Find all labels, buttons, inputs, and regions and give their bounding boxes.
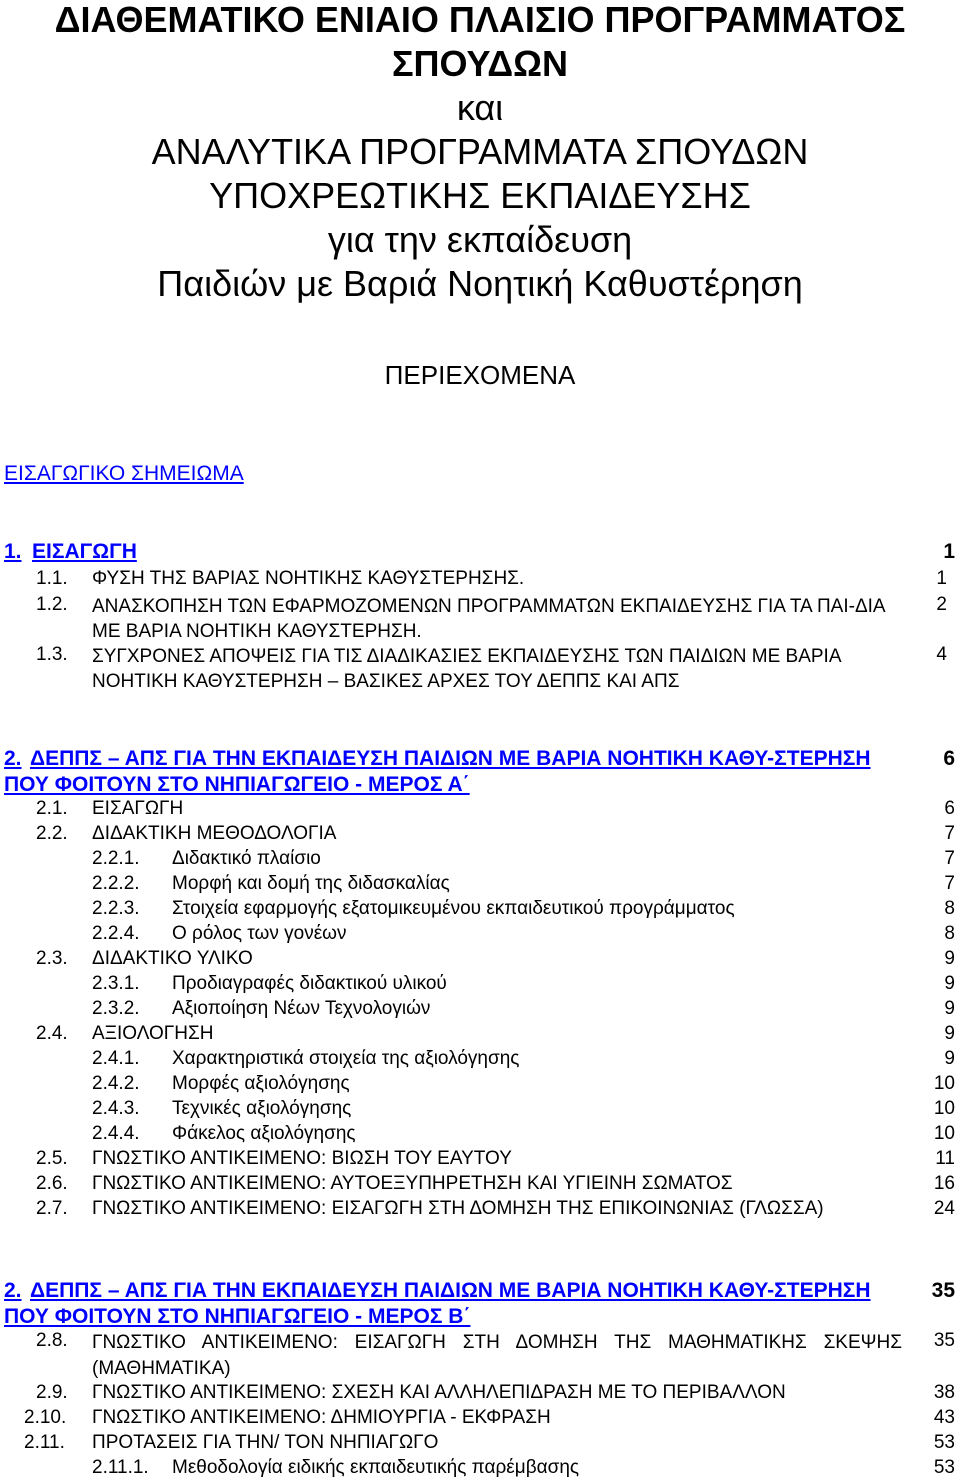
toc-row-number: 1.1. <box>36 568 68 589</box>
toc-row-label: ΦΥΣΗ ΤΗΣ ΒΑΡΙΑΣ ΝΟΗΤΙΚΗΣ ΚΑΘΥΣΤΕΡΗΣΗΣ. <box>92 568 525 589</box>
toc-row-label: ΓΝΩΣΤΙΚΟ ΑΝΤΙΚΕΙΜΕΝΟ: ΑΥΤΟΕΞΥΠΗΡΕΤΗΣΗ ΚΑΙ ΥΓΙΕΙΝΗ ΣΩΜΑΤΟΣ <box>92 1173 733 1194</box>
toc-row-number: 2.2.1. <box>92 848 140 869</box>
toc-row-page: 1 <box>936 568 947 589</box>
toc-row-number: 2.2.4. <box>92 923 140 944</box>
toc-row-page: 7 <box>944 873 955 894</box>
toc-row-page: 35 <box>933 1330 955 1351</box>
toc-row-page: 10 <box>933 1123 955 1144</box>
toc-row-label: Μεθοδολογία ειδικής εκπαιδευτικής παρέμβασης <box>172 1457 580 1478</box>
title-line-4: ΑΝΑΛΥΤΙΚΑ ΠΡΟΓΡΑΜΜΑΤΑ ΣΠΟΥΔΩΝ <box>151 131 809 172</box>
toc-row-label: ΕΙΣΑΓΩΓΗ <box>92 798 184 819</box>
title-line-2: ΣΠΟΥΔΩΝ <box>391 43 569 84</box>
toc-row-number: 2.11.1. <box>92 1457 149 1478</box>
toc-chapter-2a-number[interactable]: 2. <box>4 747 22 770</box>
toc-row-page: 9 <box>944 1048 955 1069</box>
toc-row-page: 16 <box>933 1173 955 1194</box>
toc-chapter-1-number[interactable]: 1. <box>4 540 22 563</box>
toc-row-label: ΓΝΩΣΤΙΚΟ ΑΝΤΙΚΕΙΜΕΝΟ: ΣΧΕΣΗ ΚΑΙ ΑΛΛΗΛΕΠΙΔΡΑΣΗ ΜΕ ΤΟ ΠΕΡΙΒΑΛΛΟΝ <box>92 1382 786 1403</box>
toc-row-page: 24 <box>933 1198 955 1219</box>
title-line-6: για την εκπαίδευση <box>327 219 633 260</box>
toc-row-label: ΓΝΩΣΤΙΚΟ ΑΝΤΙΚΕΙΜΕΝΟ: ΕΙΣΑΓΩΓΗ ΣΤΗ ΔΟΜΗΣΗ ΤΗΣ ΕΠΙΚΟΙΝΩΝΙΑΣ (ΓΛΩΣΣΑ) <box>92 1198 824 1219</box>
toc-row-number: 2.11. <box>24 1432 65 1453</box>
toc-row-page: 9 <box>944 973 955 994</box>
title-line-7: Παιδιών με Βαριά Νοητική Καθυστέρηση <box>157 263 803 304</box>
toc-row-label: Διδακτικό πλαίσιο <box>172 848 321 869</box>
toc-row-label: ΓΝΩΣΤΙΚΟ ΑΝΤΙΚΕΙΜΕΝΟ: ΕΙΣΑΓΩΓΗ ΣΤΗ ΔΟΜΗΣΗ ΤΗΣ ΜΑΘΗΜΑΤΙΚΗΣ ΣΚΕΨΗΣ (ΜΑΘΗΜΑΤΙΚΑ) <box>92 1332 902 1379</box>
intro-note-link[interactable]: ΕΙΣΑΓΩΓΙΚΟ ΣΗΜΕΙΩΜΑ <box>4 462 244 485</box>
toc-row-page: 9 <box>944 948 955 969</box>
toc-row-page: 7 <box>944 848 955 869</box>
toc-row-label: ΓΝΩΣΤΙΚΟ ΑΝΤΙΚΕΙΜΕΝΟ: ΔΗΜΙΟΥΡΓΙΑ - ΕΚΦΡΑΣΗ <box>92 1407 551 1428</box>
toc-row-page: 6 <box>944 798 955 819</box>
toc-chapter-2a-page: 6 <box>943 747 955 770</box>
title-line-1: ΔΙΑΘΕΜΑΤΙΚΟ ΕΝΙΑΙΟ ΠΛΑΙΣΙΟ ΠΡΟΓΡΑΜΜΑΤΟΣ <box>54 0 906 40</box>
toc-row-number: 2.4.4. <box>92 1123 140 1144</box>
toc-row-label: ΑΞΙΟΛΟΓΗΣΗ <box>92 1023 214 1044</box>
toc-chapter-2b-label[interactable]: ΔΕΠΠΣ – ΑΠΣ ΓΙΑ ΤΗΝ ΕΚΠΑΙΔΕΥΣΗ ΠΑΙΔΙΩΝ ΜΕ ΒΑΡΙΑ ΝΟΗΤΙΚΗ ΚΑΘΥ-ΣΤΕΡΗΣΗ ΠΟΥ ΦΟΙΤΟΥΝ ΣΤΟ ΝΗΠΙΑΓΩΓΕΙΟ - ΜΕΡΟΣ Β΄ <box>4 1279 871 1328</box>
toc-row-number: 2.4.1. <box>92 1048 140 1069</box>
toc-row-number: 2.4.3. <box>92 1098 140 1119</box>
toc-row-page: 10 <box>933 1073 955 1094</box>
toc-chapter-2b-number[interactable]: 2. <box>4 1279 22 1302</box>
toc-row-number: 2.10. <box>24 1407 67 1428</box>
toc-row-page: 11 <box>935 1148 955 1169</box>
toc-row-page: 53 <box>933 1457 955 1478</box>
toc-row-number: 2.4.2. <box>92 1073 140 1094</box>
toc-row-page: 43 <box>933 1407 955 1428</box>
toc-chapter-1-page: 1 <box>943 540 955 563</box>
toc-row-label: Προδιαγραφές διδακτικού υλικού <box>172 973 447 994</box>
toc-row-number: 2.8. <box>36 1330 68 1351</box>
toc-row-label: Μορφές αξιολόγησης <box>172 1073 350 1094</box>
toc-row-number: 1.3. <box>36 644 68 665</box>
toc-chapter-2a-label[interactable]: ΔΕΠΠΣ – ΑΠΣ ΓΙΑ ΤΗΝ ΕΚΠΑΙΔΕΥΣΗ ΠΑΙΔΙΩΝ ΜΕ ΒΑΡΙΑ ΝΟΗΤΙΚΗ ΚΑΘΥ-ΣΤΕΡΗΣΗ ΠΟΥ ΦΟΙΤΟΥΝ ΣΤΟ ΝΗΠΙΑΓΩΓΕΙΟ - ΜΕΡΟΣ Α΄ <box>4 747 871 796</box>
toc-row-number: 2.7. <box>36 1198 68 1219</box>
toc-row-page: 7 <box>944 823 955 844</box>
document-title <box>0 0 960 306</box>
toc-row-label: Αξιοποίηση Νέων Τεχνολογιών <box>172 998 431 1019</box>
toc-row-label: Ο ρόλος των γονέων <box>172 923 347 944</box>
toc-chapter-1-label[interactable]: ΕΙΣΑΓΩΓΗ <box>32 540 137 563</box>
toc-row-label: ΔΙΔΑΚΤΙΚΟ ΥΛΙΚΟ <box>92 948 253 969</box>
toc-row-label: Χαρακτηριστικά στοιχεία της αξιολόγησης <box>172 1048 520 1069</box>
toc-row-page: 9 <box>944 1023 955 1044</box>
toc-row-label: ΣΥΓΧΡΟΝΕΣ ΑΠΟΨΕΙΣ ΓΙΑ ΤΙΣ ΔΙΑΔΙΚΑΣΙΕΣ ΕΚΠΑΙΔΕΥΣΗΣ ΤΩΝ ΠΑΙΔΙΩΝ ΜΕ ΒΑΡΙΑ ΝΟΗΤΙΚΗ ΚΑΘΥΣΤΕΡΗΣΗ – ΒΑΣΙΚΕΣ ΑΡΧΕΣ ΤΟΥ ΔΕΠΠΣ ΚΑΙ ΑΠΣ <box>92 646 841 692</box>
toc-row-number: 2.2. <box>36 823 68 844</box>
toc-row-number: 2.5. <box>36 1148 68 1169</box>
toc-row-label: Φάκελος αξιολόγησης <box>172 1123 356 1144</box>
toc-row-page: 53 <box>933 1432 955 1453</box>
toc-row-label: Τεχνικές αξιολόγησης <box>172 1098 352 1119</box>
toc-row-page: 38 <box>933 1382 955 1403</box>
toc-row-number: 2.1. <box>36 798 68 819</box>
title-line-5: ΥΠΟΧΡΕΩΤΙΚΗΣ ΕΚΠΑΙΔΕΥΣΗΣ <box>209 175 751 216</box>
toc-row-label: Μορφή και δομή της διδασκαλίας <box>172 873 450 894</box>
toc-row-number: 2.2.2. <box>92 873 140 894</box>
toc-row-number: 2.3. <box>36 948 68 969</box>
toc-row-number: 2.3.2. <box>92 998 140 1019</box>
toc-row-page: 8 <box>944 923 955 944</box>
title-line-3: και <box>456 87 504 128</box>
toc-row-page: 4 <box>936 644 947 665</box>
toc-row-label: Στοιχεία εφαρμογής εξατομικευμένου εκπαιδευτικού προγράμματος <box>172 898 735 919</box>
toc-row-number: 2.2.3. <box>92 898 140 919</box>
toc-row-label: ΑΝΑΣΚΟΠΗΣΗ ΤΩΝ ΕΦΑΡΜΟΖΟΜΕΝΩΝ ΠΡΟΓΡΑΜΜΑΤΩΝ ΕΚΠΑΙΔΕΥΣΗΣ ΓΙΑ ΤΑ ΠΑΙ-ΔΙΑ ΜΕ ΒΑΡΙΑ ΝΟΗΤΙΚΗ ΚΑΘΥΣΤΕΡΗΣΗ. <box>92 596 885 642</box>
toc-heading: ΠΕΡΙΕΧΟΜΕΝΑ <box>384 360 576 390</box>
toc-row-number: 2.9. <box>36 1382 68 1403</box>
toc-row-number: 2.4. <box>36 1023 68 1044</box>
toc-row-page: 8 <box>944 898 955 919</box>
toc-chapter-1[interactable] <box>0 540 960 566</box>
toc-row-number: 2.6. <box>36 1173 68 1194</box>
toc-row-label: ΓΝΩΣΤΙΚΟ ΑΝΤΙΚΕΙΜΕΝΟ: ΒΙΩΣΗ ΤΟΥ ΕΑΥΤΟΥ <box>92 1148 512 1169</box>
toc-row-page: 10 <box>933 1098 955 1119</box>
toc-chapter-2b-page: 35 <box>931 1279 955 1302</box>
toc-row-number: 1.2. <box>36 594 68 615</box>
toc-row-label: ΔΙΔΑΚΤΙΚΗ ΜΕΘΟΔΟΛΟΓΙΑ <box>92 823 337 844</box>
toc-row-page: 9 <box>944 998 955 1019</box>
toc-row-page: 2 <box>936 594 947 615</box>
toc-row-label: ΠΡΟΤΑΣΕΙΣ ΓΙΑ ΤΗΝ/ ΤΟΝ ΝΗΠΙΑΓΩΓΟ <box>92 1432 439 1453</box>
toc-row-number: 2.3.1. <box>92 973 140 994</box>
